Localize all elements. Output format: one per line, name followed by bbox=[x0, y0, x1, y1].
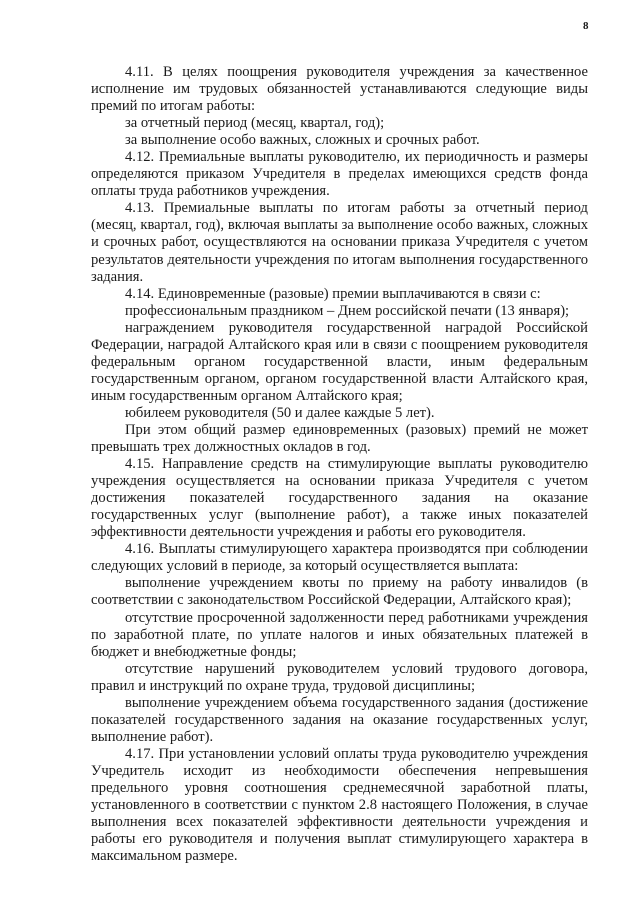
paragraph: 4.17. При установлении условий оплаты труда руководителю учреждения Учредитель исходит из необходимости обеспечения непревышения предельного уровня соотношения среднемесячной заработной платы, установленного в соответствии с пунктом 2.8 настоящего Положения, в случае выполнения всех показателей эффективности деятельности учреждения и работы его руководителя и получения выплат стимулирующего характера в максимальном размере. bbox=[91, 745, 588, 865]
paragraph: 4.13. Премиальные выплаты по итогам работы за отчетный период (месяц, квартал, год), включая выплаты за выполнение особо важных, сложных и срочных работ, осуществляются на основании приказа Учредителя с учетом результатов деятельности учреждения по итогам выполнения государственного задания. bbox=[91, 200, 588, 285]
paragraph: 4.12. Премиальные выплаты руководителю, их периодичность и размеры определяются приказом Учредителя в пределах имеющихся средств фонда оплаты труда работников учреждения. bbox=[91, 149, 588, 200]
list-item: юбилеем руководителя (50 и далее каждые 5 лет). bbox=[125, 404, 435, 421]
paragraph: 4.16. Выплаты стимулирующего характера производятся при соблюдении следующих условий в периоде, за который осуществляется выплата: bbox=[91, 541, 588, 575]
list-item: профессиональным праздником – Днем российской печати (13 января); bbox=[125, 302, 570, 319]
paragraph: выполнение учреждением объема государственного задания (достижение показателей государственного задания на оказание государственных услуг, выполнение работ). bbox=[91, 694, 588, 745]
paragraph: 4.11. В целях поощрения руководителя учреждения за качественное исполнение им трудовых обязанностей устанавливаются следующие виды премий по итогам работы: bbox=[91, 64, 588, 115]
paragraph: выполнение учреждением квоты по приему на работу инвалидов (в соответствии с законодательством Российской Федерации, Алтайского края); bbox=[91, 575, 588, 609]
list-item: за отчетный период (месяц, квартал, год); bbox=[125, 115, 385, 132]
paragraph: отсутствие нарушений руководителем условий трудового договора, правил и инструкций по охране труда, трудовой дисциплины; bbox=[91, 660, 588, 694]
paragraph: При этом общий размер единовременных (разовых) премий не может превышать трех должностных окладов в год. bbox=[91, 421, 588, 456]
paragraph: отсутствие просроченной задолженности перед работниками учреждения по заработной плате, по уплате налогов и иных обязательных платежей в бюджет и внебюджетные фонды; bbox=[91, 609, 588, 660]
list-item: за выполнение особо важных, сложных и срочных работ. bbox=[125, 132, 480, 149]
paragraph: 4.15. Направление средств на стимулирующие выплаты руководителю учреждения осуществляется на основании приказа Учредителя с учетом достижения показателей государственного задания на оказание государственных услуг (выполнение работ), а также иных показателей эффективности деятельности учреждения и работы его руководителя. bbox=[91, 456, 588, 541]
paragraph: награждением руководителя государственной наградой Российской Федерации, наградой Алтайского края или в связи с поощрением руководителя федеральным органом государственной власти, иным федеральным государственным органом, органом государственной власти Алтайского края, иным государственным органом Алтайского края; bbox=[91, 319, 588, 404]
document-body bbox=[91, 64, 588, 865]
page-number: 8 bbox=[583, 20, 589, 32]
paragraph: 4.14. Единовременные (разовые) премии выплачиваются в связи с: bbox=[125, 285, 541, 302]
